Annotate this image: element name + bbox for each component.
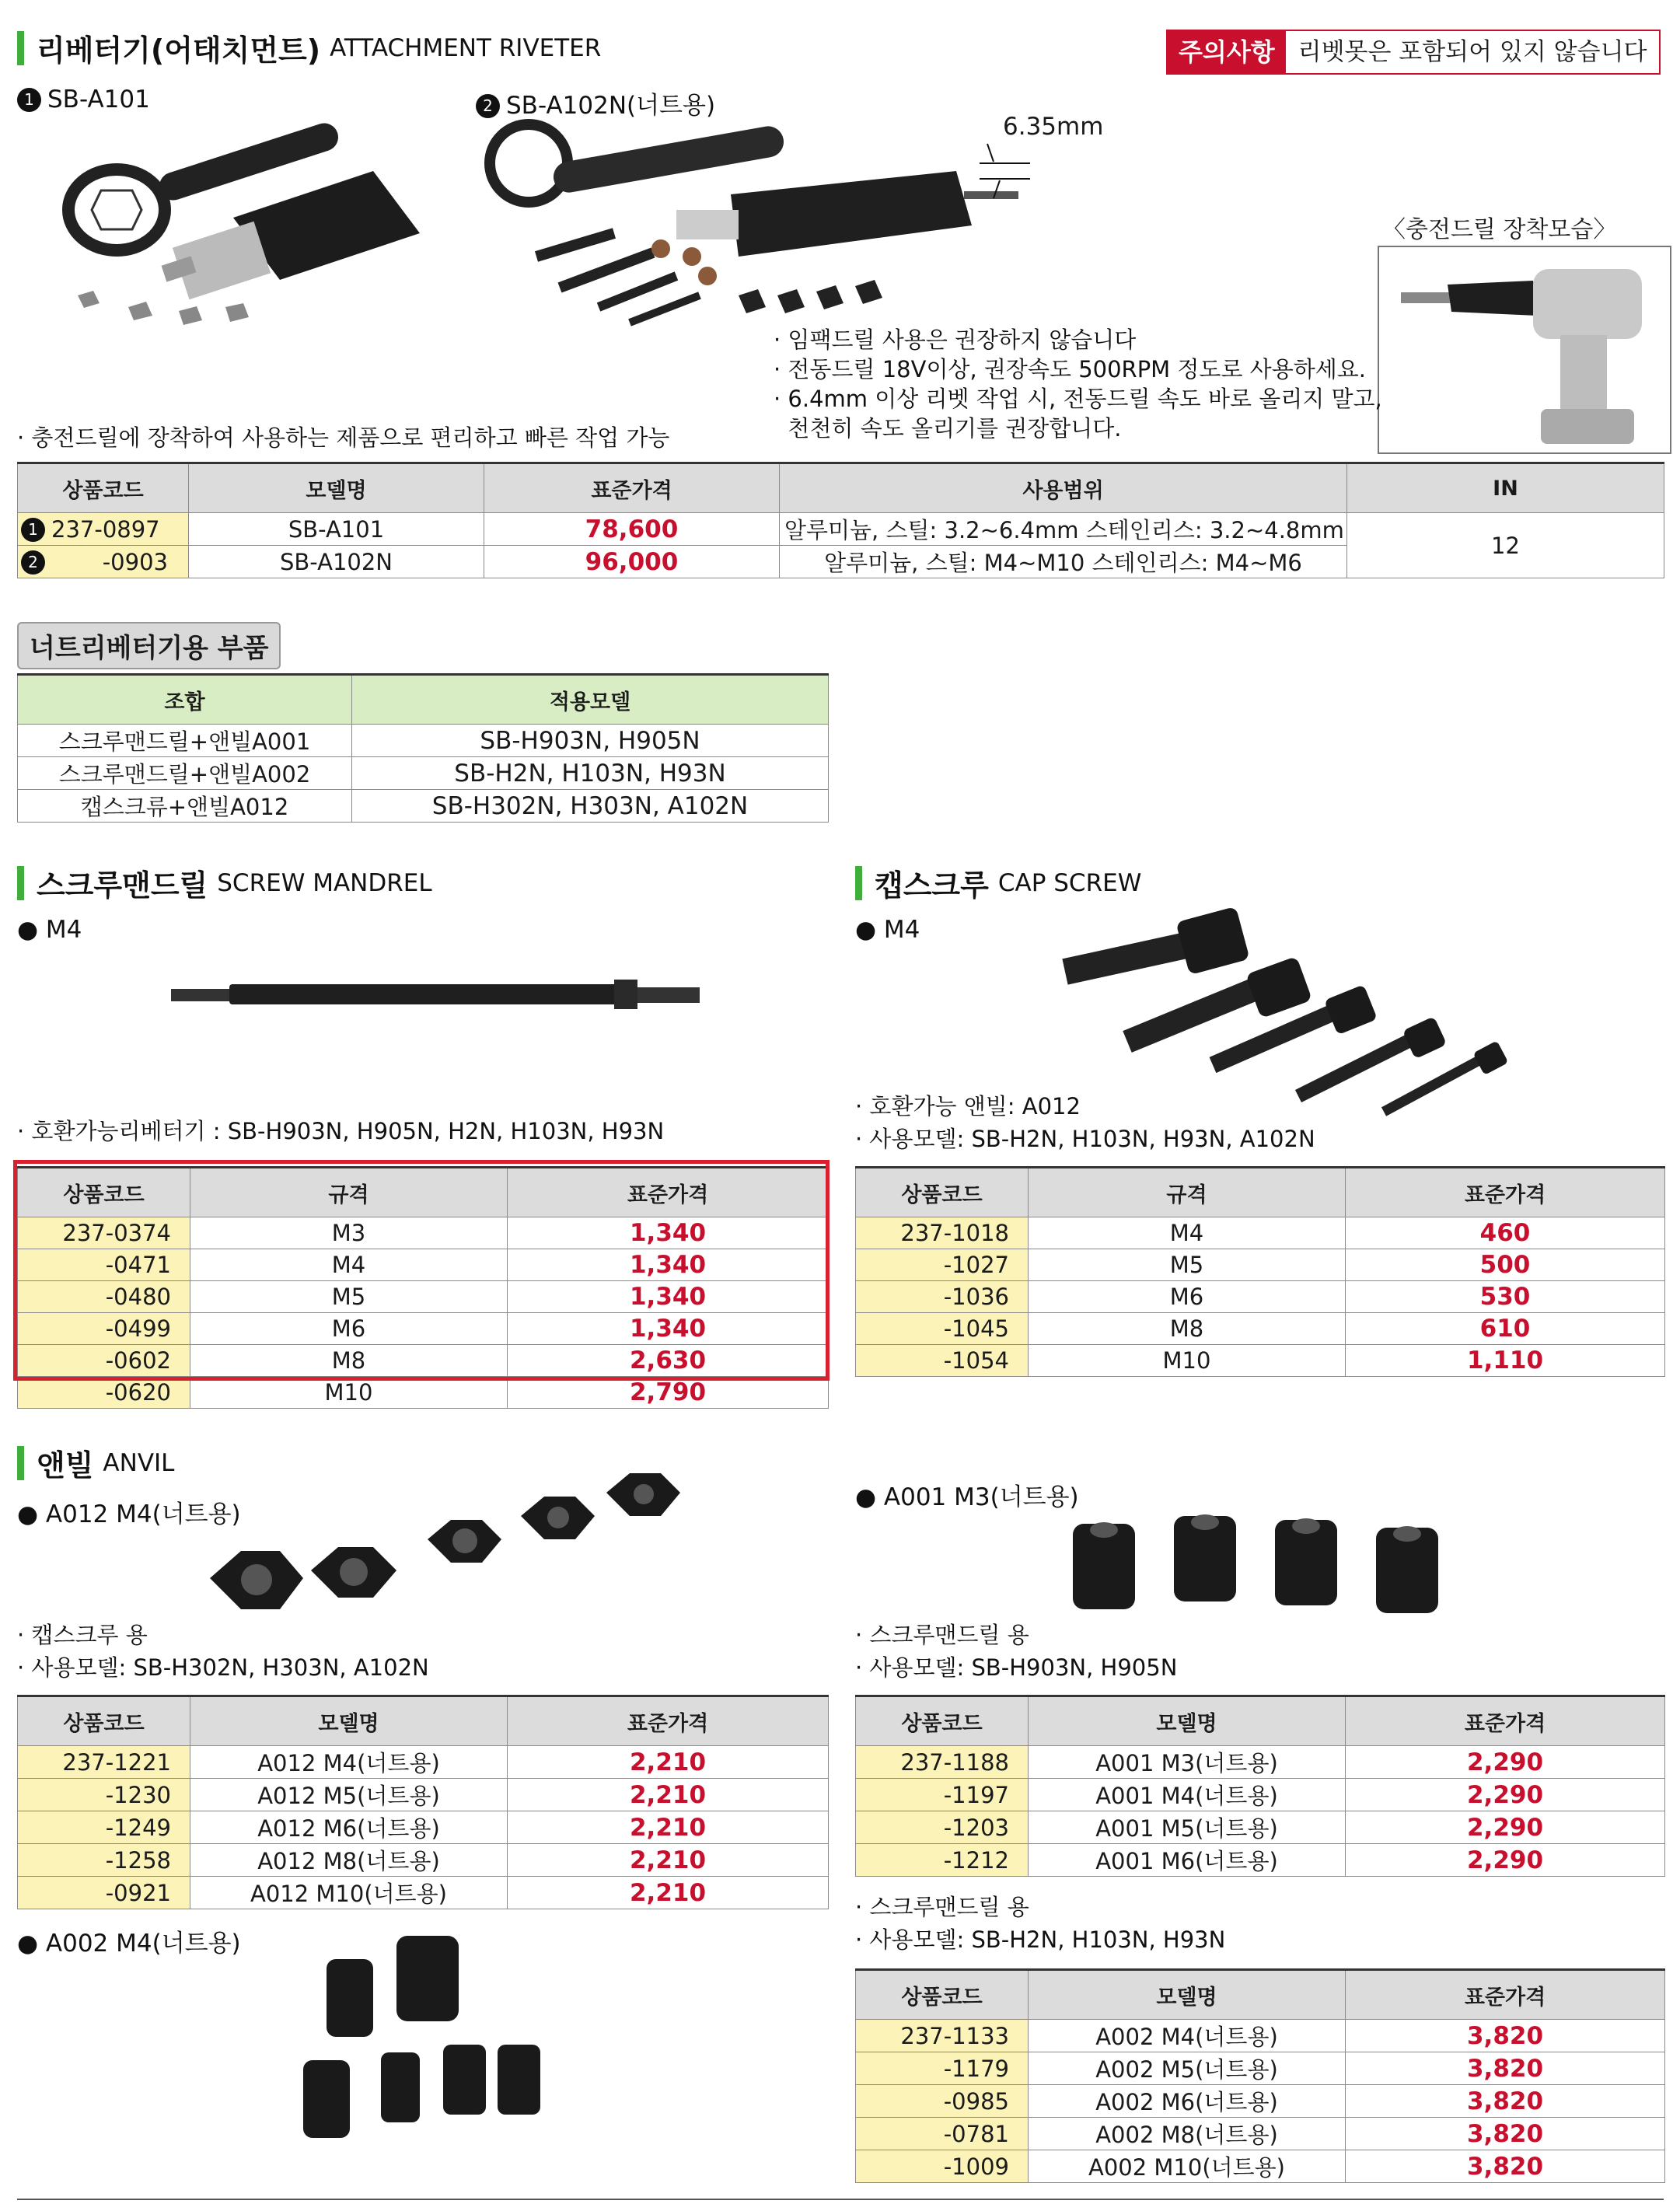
cell: A012 M10(너트용) [190,1877,508,1909]
a012-sub: ● A012 M4(너트용) [17,1500,241,1528]
th-price: 표준가격 [484,463,780,513]
parts-label: 너트리베터기용 부품 [17,622,281,669]
mandrel-image [163,972,707,1018]
product-code: -1179 [856,2052,1029,2085]
note-right-2: · 전동드릴 18V이상, 권장속도 500RPM 정도로 사용하세요. [774,356,1366,382]
cell: A002 M6(너트용) [1029,2085,1346,2118]
models: SB-H302N, H303N, A102N [352,790,829,823]
th-code: 상품코드 [18,1168,190,1217]
product-1-label: 1 SB-A101 [17,86,150,114]
price: 3,820 [1346,2150,1665,2183]
product-code: 2 -0903 [18,546,189,578]
table-row [856,1811,1665,1844]
cell: M8 [1029,1313,1346,1345]
cell: A001 M3(너트용) [1029,1746,1346,1779]
cell: M4 [190,1249,508,1281]
table-row [856,1281,1665,1313]
cell: M5 [190,1281,508,1313]
cell: M10 [190,1377,508,1409]
table-row [856,2052,1665,2085]
price: 3,820 [1346,2052,1665,2085]
table-row [856,1746,1665,1779]
table-row [856,2020,1665,2052]
cell: A001 M6(너트용) [1029,1844,1346,1877]
product-code: -1027 [856,1249,1029,1281]
price: 500 [1346,1249,1665,1281]
product-code: 1 237-0897 [18,513,189,546]
th-spec: 규격 [190,1168,508,1217]
th-price: 표준가격 [508,1696,829,1746]
warning-box [1166,30,1661,75]
price: 2,790 [508,1377,829,1409]
usage-range: 알루미늄, 스틸: M4~M10 스테인리스: M4~M6 [780,546,1347,578]
in-value: 12 [1347,513,1664,578]
price: 2,290 [1346,1811,1665,1844]
product-code: -1009 [856,2150,1029,2183]
riveter-a101-image [47,117,451,342]
section-title-anvil: 앤빌 ANVIL [17,1441,174,1484]
th-combo: 조합 [18,675,352,725]
price: 1,340 [508,1249,829,1281]
a012-anvil-image [194,1462,700,1633]
mandrel-sub: ● M4 [17,916,82,944]
combo: 캡스크류+앤빌A012 [18,790,352,823]
table-row [18,757,829,790]
section-title-riveter [17,26,601,69]
note-right-4: 천천히 속도 올리기를 권장합니다. [774,415,1122,442]
th-code: 상품코드 [856,1696,1029,1746]
dimension-label: 6.35mm [1003,113,1104,141]
product-code: -1197 [856,1779,1029,1811]
price: 2,210 [508,1779,829,1811]
price: 1,340 [508,1281,829,1313]
note-right-1: · 임팩드릴 사용은 권장하지 않습니다 [774,327,1137,353]
section-title-cap: 캡스크루 CAP SCREW [855,861,1141,904]
table-row [18,1877,829,1909]
cell: A001 M4(너트용) [1029,1779,1346,1811]
drill-caption: 〈충전드릴 장착모습〉 [1382,216,1617,243]
usage-range: 알루미늄, 스틸: 3.2~6.4mm 스테인리스: 3.2~4.8mm [780,513,1347,546]
price: 2,290 [1346,1844,1665,1877]
cell: A012 M6(너트용) [190,1811,508,1844]
price: 2,210 [508,1877,829,1909]
cell: A012 M5(너트용) [190,1779,508,1811]
th-models: 적용모델 [352,675,829,725]
price: 2,210 [508,1746,829,1779]
table-row [18,1811,829,1844]
cap-note-2: · 사용모델: SB-H2N, H103N, H93N, A102N [855,1126,1315,1152]
cell: M3 [190,1217,508,1249]
product-2-label: 2 SB-A102N(너트용) [476,86,715,121]
a012-note-2: · 사용모델: SB-H302N, H303N, A102N [17,1654,429,1681]
table-row [18,1779,829,1811]
th-in: IN [1347,463,1664,513]
a012-table [17,1695,829,1909]
a001-note-1: · 스크루맨드릴 용 [855,1622,1029,1648]
th-code: 상품코드 [856,1168,1029,1217]
cell: A001 M5(너트용) [1029,1811,1346,1844]
section-title-mandrel: 스크루맨드릴 SCREW MANDREL [17,861,432,904]
table-row [856,2118,1665,2150]
price: 530 [1346,1281,1665,1313]
th-code: 상품코드 [856,1970,1029,2020]
th-model: 모델명 [1029,1696,1346,1746]
a002-table [855,1968,1665,2183]
table-row [856,1345,1665,1377]
product-code: -0602 [18,1345,190,1377]
table-row [18,1844,829,1877]
section-title-en: ATTACHMENT RIVETER [330,33,602,62]
cell: M6 [1029,1281,1346,1313]
th-spec: 규격 [1029,1168,1346,1217]
product-code: -1258 [18,1844,190,1877]
cell: M10 [1029,1345,1346,1377]
riveter-a102n-image [474,117,1018,334]
table-row [18,790,829,823]
price: 78,600 [484,513,780,546]
product-code: -0781 [856,2118,1029,2150]
models: SB-H2N, H103N, H93N [352,757,829,790]
a002-anvil-image [295,1920,575,2153]
combo: 스크루맨드릴+앤빌A001 [18,725,352,757]
a001-anvil-image [1050,1500,1485,1633]
th-model: 모델명 [1029,1970,1346,2020]
a001-table [855,1695,1665,1877]
price: 2,210 [508,1844,829,1877]
price: 96,000 [484,546,780,578]
parts-table [17,673,829,823]
table-row [18,1746,829,1779]
th-price: 표준가격 [1346,1696,1665,1746]
cell: A002 M4(너트용) [1029,2020,1346,2052]
drill-mounted-image [1378,246,1671,454]
th-model: 모델명 [190,1696,508,1746]
table-row [856,1313,1665,1345]
highlight-box [13,1160,830,1381]
table-row [856,1249,1665,1281]
note-right-3: · 6.4mm 이상 리벳 작업 시, 전동드릴 속도 바로 올리지 말고, [774,386,1382,412]
table-row [856,1844,1665,1877]
cell: A002 M5(너트용) [1029,2052,1346,2085]
table-row [856,2085,1665,2118]
cap-sub: ● M4 [855,916,920,944]
price: 2,290 [1346,1779,1665,1811]
price: 3,820 [1346,2118,1665,2150]
cap-table [855,1166,1665,1377]
th-price: 표준가격 [1346,1168,1665,1217]
product-code: -1036 [856,1281,1029,1313]
th-price: 표준가격 [508,1168,829,1217]
price: 2,290 [1346,1746,1665,1779]
warning-text: 리벳못은 포함되어 있지 않습니다 [1298,38,1647,66]
table-row [18,725,829,757]
model-name: SB-A102N [189,546,484,578]
th-code: 상품코드 [18,463,189,513]
a001-note-2: · 사용모델: SB-H903N, H905N [855,1654,1178,1681]
product-code: -1230 [18,1779,190,1811]
cell: M8 [190,1345,508,1377]
price: 1,340 [508,1313,829,1345]
dimension-arrows [972,140,1034,202]
product-code: -0921 [18,1877,190,1909]
price: 1,340 [508,1217,829,1249]
combo: 스크루맨드릴+앤빌A002 [18,757,352,790]
cell: A002 M8(너트용) [1029,2118,1346,2150]
price: 3,820 [1346,2085,1665,2118]
product-code: 237-1188 [856,1746,1029,1779]
table-row [856,2150,1665,2183]
a001-sub: ● A001 M3(너트용) [855,1483,1079,1511]
product-code: -0499 [18,1313,190,1345]
product-code: -1054 [856,1345,1029,1377]
a002-note-2: · 사용모델: SB-H2N, H103N, H93N [855,1926,1226,1953]
product-code: 237-0374 [18,1217,190,1249]
product-code: -1212 [856,1844,1029,1877]
cell: M4 [1029,1217,1346,1249]
bottom-rule [17,2199,1664,2200]
th-model: 모델명 [189,463,484,513]
cell: M5 [1029,1249,1346,1281]
product-code: -0471 [18,1249,190,1281]
cell: M6 [190,1313,508,1345]
model-name: SB-A101 [189,513,484,546]
cell: A002 M10(너트용) [1029,2150,1346,2183]
price: 2,210 [508,1811,829,1844]
product-code: -0985 [856,2085,1029,2118]
warning-label: 주의사항 [1168,31,1286,73]
cap-screw-image [1050,886,1532,1119]
price: 3,820 [1346,2020,1665,2052]
product-code: 237-1133 [856,2020,1029,2052]
price: 2,630 [508,1345,829,1377]
table-row [856,1779,1665,1811]
product-code: -1045 [856,1313,1029,1345]
th-code: 상품코드 [18,1696,190,1746]
product-code: 237-1018 [856,1217,1029,1249]
table-row [18,513,1664,546]
a002-sub: ● A002 M4(너트용) [17,1930,241,1958]
a002-note-1: · 스크루맨드릴 용 [855,1894,1029,1920]
table-row [18,1377,829,1409]
section-title-kr: 리베터기(어태치먼트) [37,33,321,68]
cell: A012 M8(너트용) [190,1844,508,1877]
table-row [856,1217,1665,1249]
price: 460 [1346,1217,1665,1249]
th-price: 표준가격 [1346,1970,1665,2020]
product-code: -0620 [18,1377,190,1409]
main-product-table [17,462,1664,578]
product-code: -1249 [18,1811,190,1844]
mandrel-note: · 호환가능리베터기 : SB-H903N, H905N, H2N, H103N, H93N [17,1118,665,1144]
note-left: · 충전드릴에 장착하여 사용하는 제품으로 편리하고 빠른 작업 가능 [17,424,670,451]
price: 610 [1346,1313,1665,1345]
cap-note-1: · 호환가능 앤빌: A012 [855,1093,1081,1119]
product-code: -0480 [18,1281,190,1313]
price: 1,110 [1346,1345,1665,1377]
models: SB-H903N, H905N [352,725,829,757]
cell: A012 M4(너트용) [190,1746,508,1779]
a012-note-1: · 캡스크루 용 [17,1622,148,1648]
product-code: 237-1221 [18,1746,190,1779]
th-range: 사용범위 [780,463,1347,513]
product-code: -1203 [856,1811,1029,1844]
